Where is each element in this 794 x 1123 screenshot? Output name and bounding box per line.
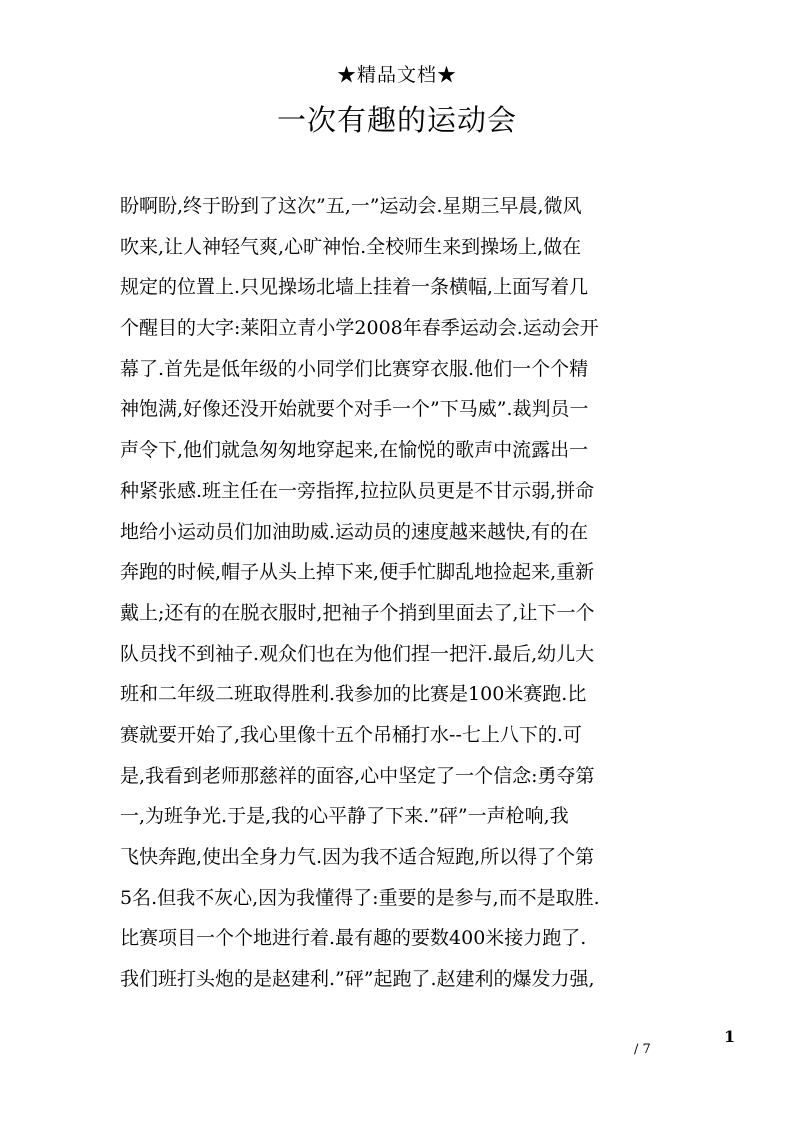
body-line: 我们班打头炮的是赵建利.”砰”起跑了.赵建利的爆发力强, — [120, 968, 595, 991]
body-line: 一,为班争光.于是,我的心平静了下来.”砰”一声枪响,我 — [120, 805, 569, 828]
body-line: 班和二年级二班取得胜利.我参加的比赛是100米赛跑.比 — [120, 683, 587, 706]
body-line: 队员找不到袖子.观众们也在为他们捏一把汗.最后,幼儿大 — [120, 642, 595, 665]
body-line: 地给小运动员们加油助威.运动员的速度越来越快,有的在 — [120, 520, 589, 543]
body-line: 戴上;还有的在脱衣服时,把袖子个捎到里面去了,让下一个 — [120, 601, 595, 624]
body-line: 比赛项目一个个地进行着.最有趣的要数400米接力跑了. — [120, 927, 587, 950]
body-line: 盼啊盼,终于盼到了这次”五,一”运动会.星期三早晨,微风 — [120, 195, 582, 217]
body-line: 赛就要开始了,我心里像十五个吊桶打水--七上八下的.可 — [120, 723, 582, 746]
body-line: 飞快奔跑,使出全身力气.因为我不适合短跑,所以得了个第 — [120, 846, 595, 868]
body-line: 吹来,让人神轻气爽,心旷神怡.全校师生来到操场上,做在 — [120, 235, 582, 258]
body-line: 5名.但我不灰心,因为我懂得了:重要的是参与,而不是取胜. — [120, 886, 600, 909]
body-line: 个醒目的大字:莱阳立青小学2008年春季运动会.运动会开 — [120, 317, 599, 340]
body-line: 奔跑的时候,帽子从头上掉下来,便手忙脚乱地捡起来,重新 — [120, 561, 595, 584]
body-line: 种紧张感.班主任在一旁指挥,拉拉队员更是不甘示弱,拼命 — [120, 479, 595, 502]
body-line: 神饱满,好像还没开始就要个对手一个”下马威”.裁判员一 — [120, 398, 589, 421]
page-number: 1 — [724, 1027, 736, 1046]
document-header: ★精品文档★ — [336, 64, 457, 86]
body-line: 规定的位置上.只见操场北墙上挂着一条横幅,上面写着几 — [120, 276, 589, 299]
body-line: 是,我看到老师那慈祥的面容,心中坚定了一个信念:勇夺第 — [120, 764, 595, 787]
article-title: 一次有趣的运动会 — [276, 103, 517, 137]
body-line: 声令下,他们就急匆匆地穿起来,在愉悦的歌声中流露出一 — [120, 439, 589, 462]
article-body — [120, 186, 680, 1000]
page-total: / 7 — [634, 1042, 651, 1057]
body-line: 幕了.首先是低年级的小同学们比赛穿衣服.他们一个个精 — [120, 357, 589, 380]
